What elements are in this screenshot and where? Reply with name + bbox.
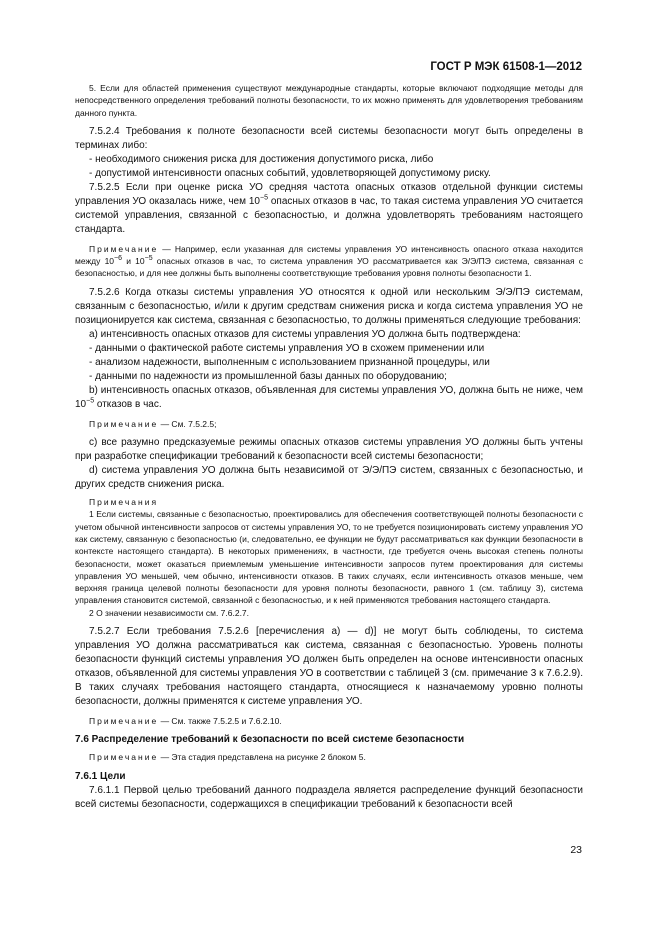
note-stage: Примечание — Эта стадия представлена на рисунке 2 блоком 5.	[89, 752, 366, 763]
dash-item: - необходимого снижения риска для достижения допустимого риска, либо	[89, 153, 434, 165]
dash-item: - данными по надежности из промышленной базы данных по оборудованию;	[89, 370, 447, 382]
note-see-also: Примечание — См. также 7.5.2.5 и 7.6.2.10.	[89, 716, 282, 727]
list-item-d: d) система управления УО должна быть независимой от Э/Э/ПЭ систем, связанных с безопасностью, и других средств снижения риска.	[75, 465, 583, 491]
list-item-b: b) интенсивность опасных отказов, объявленная для системы управления УО, должна быть не ниже, чем $10^{-5}$ отказов в час.	[75, 384, 583, 410]
standard-header: ГОСТ Р МЭК 61508-1—2012	[430, 61, 582, 73]
clause-7-5-2-7: 7.5.2.7 Если требования 7.5.2.6 [перечисления a) — d)] не могут быть соблюдены, то система управления УО должна рассматриваться как система, связанная с безопасностью. Уровень полноты безопасности функций системы управления УО должен быть определен на основе интенсивности опасных отказов, объявленной для системы управления УО в соответствии с таблицей 3 (см. примечание 3 к 7.6.2.9). В таких случаях требования настоящего стандарта, относящиеся к назначаемому уровню полноты безопасности, должны применятся к системе управления УО.	[75, 626, 583, 708]
note-risk: Примечание — Например, если указанная для системы управления УО интенсивность опасного отказа находится между $10^{-6}$ и $10^{-5}$ опасных отказов в час, то система управления УО рассматривается как Э/Э/ПЭ система, связанная с безопасностью, и для нее должны быть выполнены соответствующие требования уровня полноты безопасности 1.	[75, 243, 584, 279]
clause-7-6-1-1: 7.6.1.1 Первой целью требований данного подраздела является распределение функций безопасности всей системы безопасности, содержащихся в спецификации требований к безопасности всей	[75, 784, 583, 810]
dash-item: - допустимой интенсивности опасных событий, удовлетворяющей допустимому риску.	[89, 167, 491, 179]
list-item-a: a) интенсивность опасных отказов для системы управления УО должна быть подтверждена:	[89, 328, 521, 340]
clause-7-5-2-6: 7.5.2.6 Когда отказы системы управления УО относятся к одной или нескольким Э/Э/ПЭ системам, связанным с безопасностью, и/или к другим средствам снижения риска и когда система управления УО не позиционируется как система, связанная с безопасностью, то должны применяться следующие требования:	[75, 286, 583, 326]
section-heading-7-6: 7.6 Распределение требований к безопасности по всей системе безопасности	[75, 734, 465, 746]
page-content	[75, 82, 583, 812]
dash-item: - анализом надежности, выполненным с использованием признанной процедуры, или	[89, 356, 490, 368]
list-item-c: c) все разумно предсказуемые режимы опасных отказов системы управления УО должны быть учтены при разработке спецификации требований к безопасности всей системы безопасности;	[75, 437, 583, 463]
clause-7-5-2-4: 7.5.2.4 Требования к полноте безопасности всей системы безопасности могут быть определены в терминах либо:	[75, 125, 583, 151]
subsection-heading-7-6-1: 7.6.1 Цели	[75, 770, 126, 782]
dash-item: - данными о фактической работе системы управления УО в схожем применении или	[89, 342, 485, 354]
clause-7-5-2-5: 7.5.2.5 Если при оценке риска УО средняя частота опасных отказов отдельной функции системы управления УО оказалась ниже, чем $10^{-5}$ опасных отказов в час, то такая система управления УО считается системой управления, связанной с безопасностью, и должна удовлетворять требованиям настоящего стандарта.	[75, 181, 583, 235]
notes-label: Примечания	[89, 497, 159, 508]
page-number: 23	[570, 844, 582, 856]
note-1: 1 Если системы, связанные с безопасностью, проектировались для обеспечения соответствующей полноты безопасности с учетом обычной интенсивности запросов от системы управления УО, то не требуется позиционировать систему управления УО как систему, связанную с безопасностью (и, следовательно, ее функции не будут рассматриваться как функции безопасности в контексте настоящего стандарта). В некоторых применениях, в частности, где требуется очень высокая степень полноты безопасности, может оказаться приемлемым уменьшение интенсивности запросов путем проектирования для системы управления УО меньшей, чем обычно, интенсивности отказов. В таких случаях, если интенсивность отказов меньше, чем верхняя граница целевой полноты безопасности для уровня полноты безопасности, равного 1 (см. таблицу 3), система управления становится системой, связанной с безопасностью, и к ней применяются требования настоящего стандарта.	[75, 509, 583, 606]
note-see-7525: Примечание — См. 7.5.2.5;	[89, 418, 217, 429]
note-2: 2 О значении независимости см. 7.6.2.7.	[89, 607, 250, 618]
note-5: 5. Если для областей применения существуют международные стандарты, которые включают подходящие методы для непосредственного определения требований полноты безопасности, то их можно применять для удовлетворения требованиям данного пункта.	[75, 83, 583, 118]
